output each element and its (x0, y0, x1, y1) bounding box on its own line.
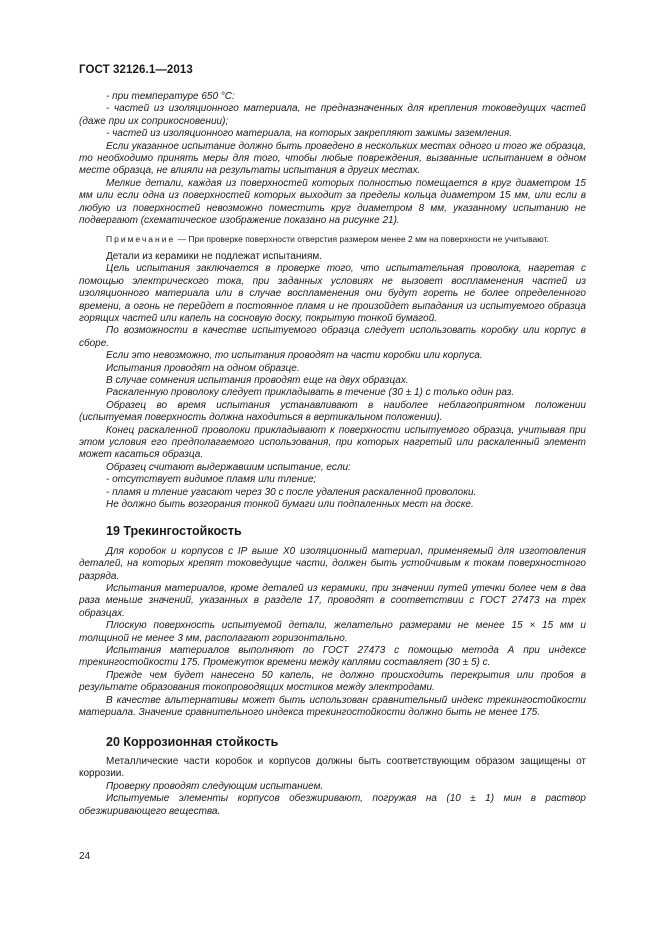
paragraph: Для коробок и корпусов с IP выше Х0 изоляционный материал, применяемый для изготовления деталей, на которых крепят токоведущие части, должен быть устойчивым к токам поверхностного разряда. (79, 545, 586, 582)
section-heading: 20 Коррозионная стойкость (106, 734, 279, 749)
paragraph: Металлические части коробок и корпусов должны быть соответствующим образом защищены от коррозии. (79, 755, 586, 780)
note-label: Примечание (106, 234, 176, 245)
paragraph: Образец во время испытания устанавливают в наиболее неблагоприятном положении (испытуемая поверхность должна находиться в вертикальном положении). (79, 399, 586, 424)
paragraph: Если указанное испытание должно быть проведено в нескольких местах одного и того же образца, то необходимо принять меры для того, чтобы любые повреждения, вызванные испытанием в одном месте образца, не влияли на результаты испытания в других местах. (79, 140, 586, 177)
paragraph: Испытания проводят на одном образце. (106, 362, 300, 374)
paragraph: Если это невозможно, то испытания проводят на части коробки или корпуса. (106, 350, 483, 362)
paragraph: Испытания материалов выполняют по ГОСТ 27473 с помощью метода А при индексе трекингостойкости 175. Промежуток времени между каплями составляет (30 ± 5) с. (79, 645, 586, 669)
section-heading: 19 Трекингостойкость (106, 524, 242, 539)
list-item: - пламя и тление угасают через 30 с после удаления раскаленной проволоки. (106, 486, 477, 498)
paragraph: Раскаленную проволоку следует прикладывать в течение (30 ± 1) с только один раз. (106, 387, 515, 399)
paragraph: Испытания материалов, кроме деталей из керамики, при значении путей утечки более чем в два раза меньше значений, указанных в разделе 17, проводят в соответствии с ГОСТ 27473 на трех образцах. (79, 583, 586, 619)
paragraph: Цель испытания заключается в проверке того, что испытательная проволока, нагретая с помощью электрического тока, при заданных условиях не вызовет воспламенения частей из изоляционного материала или в случае воспламенения они будут гореть не более определенного времени, а огонь не перейдет в постоянное пламя и не произойдет выпадания из испытуемого образца горящих частей или капель на сосновую доску, покрытую тонкой бумагой. (79, 263, 586, 324)
paragraph: Мелкие детали, каждая из поверхностей которых полностью помещается в круг диаметром 15 мм или если одна из поверхностей которых выходит за пределы кольца диаметром 15 мм, или если в любую из поверхностей невозможно поместить круг диаметром 8 мм, указанному испытанию не подвергают (схематическое изображение показано на рисунке 21). (79, 177, 586, 227)
paragraph: Детали из керамики не подлежат испытаниям. (106, 250, 323, 262)
paragraph: Испытуемые элементы корпусов обезжиривают, погружая на (10 ± 1) мин в раствор обезжиривающего вещества. (79, 793, 586, 817)
list-item: - при температуре 650 °С: (106, 91, 235, 102)
list-item: - частей из изоляционного материала, на которых закрепляют зажимы заземления. (106, 128, 512, 140)
paragraph: Проверку проводят следующим испытанием. (106, 780, 324, 792)
paragraph: В качестве альтернативы может быть использован сравнительный индекс трекингостойкости материала. Значение сравнительного индекса трекингостойкости должно быть не менее 175. (79, 694, 586, 719)
paragraph: Конец раскаленной проволоки прикладывают к поверхности испытуемого образца, учитывая при этом условия его предполагаемого использования, при которых нагретый или раскаленный элемент может касаться образца. (79, 424, 586, 461)
note (79, 233, 586, 245)
paragraph: Прежде чем будет нанесено 50 капель, не должно происходить перекрытия или пробоя в результате образования токопроводящих мостиков между электродами. (79, 669, 586, 694)
page-header: ГОСТ 32126.1—2013 (79, 64, 193, 76)
paragraph: Образец считают выдержавшим испытание, если: (106, 461, 351, 473)
page-number: 24 (79, 851, 91, 862)
paragraph: Плоскую поверхность испытуемой детали, желательно размерами не менее 15 × 15 мм и толщиной не менее 3 мм, располагают горизонтально. (79, 620, 586, 644)
paragraph: Не должно быть возгорания тонкой бумаги или подпаленных мест на доске. (106, 499, 474, 510)
paragraph: В случае сомнения испытания проводят еще на двух образцах. (106, 374, 409, 386)
list-item: - отсутствует видимое пламя или тление; (106, 474, 317, 486)
body-text (79, 91, 586, 818)
note-text: — При проверке поверхности отверстия размером менее 2 мм на поверхности не учитывают. (175, 234, 549, 245)
list-item: - частей из изоляционного материала, не предназначенных для крепления токоведущих частей (даже при их соприкосновении); (79, 103, 586, 127)
paragraph: По возможности в качестве испытуемого образца следует использовать коробку или корпус в сборе. (79, 325, 586, 349)
